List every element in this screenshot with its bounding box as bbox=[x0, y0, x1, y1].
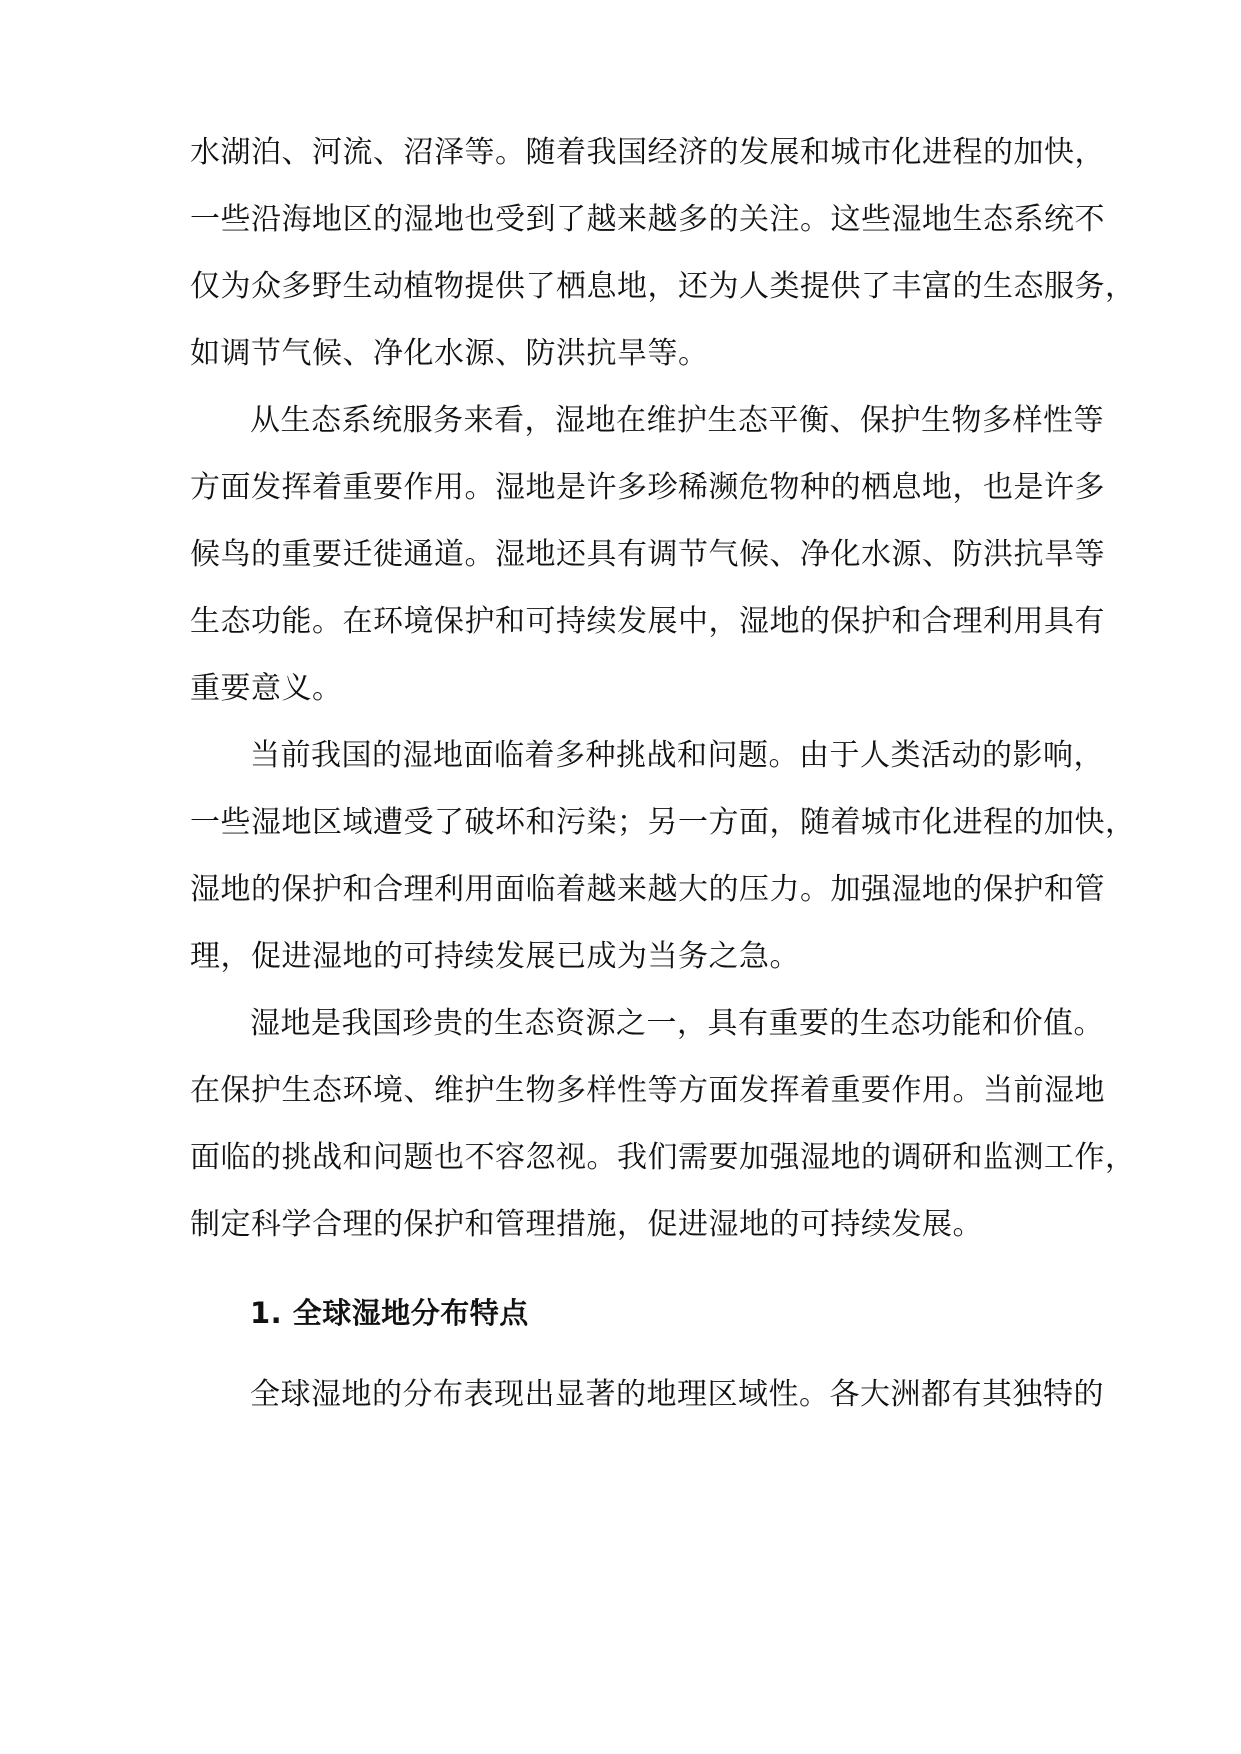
paragraph-1-line-1: 水湖泊、河流、沼泽等。随着我国经济的发展和城市化进程的加快， bbox=[190, 135, 1105, 170]
paragraph-4-line-1: 湿地是我国珍贵的生态资源之一，具有重要的生态功能和价值。 bbox=[250, 1006, 1104, 1041]
paragraph-1-line-2: 一些沿海地区的湿地也受到了越来越多的关注。这些湿地生态系统不 bbox=[190, 202, 1105, 237]
paragraph-2-line-2: 方面发挥着重要作用。湿地是许多珍稀濒危物种的栖息地，也是许多 bbox=[190, 470, 1105, 505]
paragraph-5-line-1: 全球湿地的分布表现出显著的地理区域性。各大洲都有其独特的 bbox=[250, 1377, 1104, 1412]
paragraph-4-line-4: 制定科学合理的保护和管理措施，促进湿地的可持续发展。 bbox=[190, 1207, 983, 1242]
paragraph-2-line-5: 重要意义。 bbox=[190, 671, 343, 706]
paragraph-4-line-2: 在保护生态环境、维护生物多样性等方面发挥着重要作用。当前湿地 bbox=[190, 1073, 1105, 1108]
paragraph-3-line-3: 湿地的保护和合理利用面临着越来越大的压力。加强湿地的保护和管 bbox=[190, 872, 1105, 907]
paragraph-2-line-4: 生态功能。在环境保护和可持续发展中，湿地的保护和合理利用具有 bbox=[190, 604, 1105, 639]
section-heading: 1. 全球湿地分布特点 bbox=[250, 1296, 529, 1330]
paragraph-3-line-1: 当前我国的湿地面临着多种挑战和问题。由于人类活动的影响， bbox=[250, 738, 1104, 773]
paragraph-4-line-3: 面临的挑战和问题也不容忽视。我们需要加强湿地的调研和监测工作， bbox=[190, 1140, 1136, 1175]
paragraph-1-line-4: 如调节气候、净化水源、防洪抗旱等。 bbox=[190, 336, 709, 371]
paragraph-3-line-4: 理，促进湿地的可持续发展已成为当务之急。 bbox=[190, 939, 800, 974]
paragraph-1-line-3: 仅为众多野生动植物提供了栖息地，还为人类提供了丰富的生态服务， bbox=[190, 269, 1136, 304]
paragraph-3-line-2: 一些湿地区域遭受了破坏和污染；另一方面，随着城市化进程的加快， bbox=[190, 805, 1136, 840]
paragraph-2-line-3: 候鸟的重要迁徙通道。湿地还具有调节气候、净化水源、防洪抗旱等 bbox=[190, 537, 1105, 572]
paragraph-2-line-1: 从生态系统服务来看，湿地在维护生态平衡、保护生物多样性等 bbox=[250, 403, 1104, 438]
